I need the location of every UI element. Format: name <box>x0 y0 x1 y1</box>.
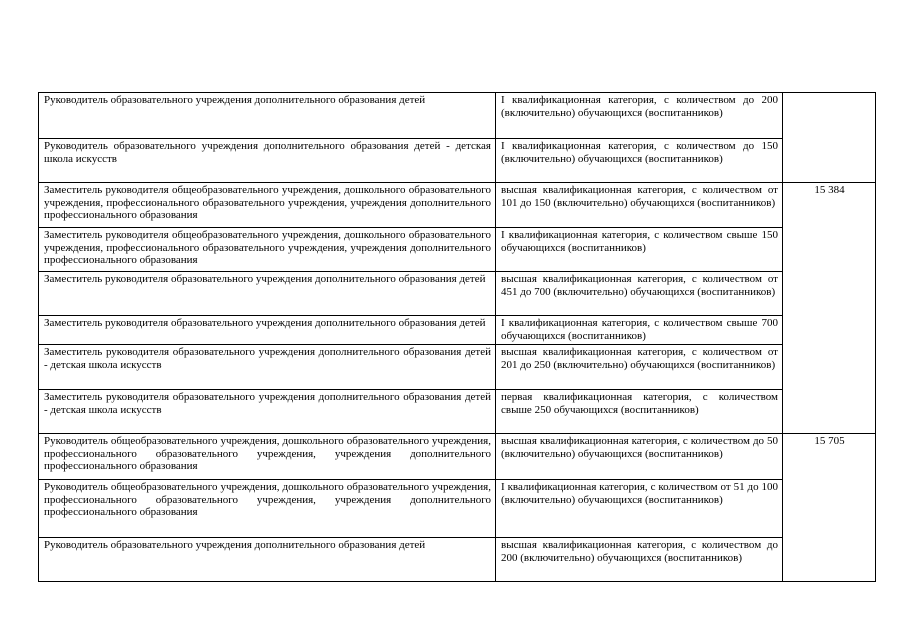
position-cell: Заместитель руководителя общеобразовательного учреждения, дошкольного образовательного учреждения, профессионального образовательного учреждения, учреждения дополнительного профессионального образования <box>39 228 496 272</box>
salary-table <box>38 92 876 582</box>
category-cell: I квалификационная категория, с количеством от 51 до 100 (включительно) обучающихся (воспитанников) <box>496 480 783 538</box>
category-cell: I квалификационная категория, с количеством свыше 150 обучающихся (воспитанников) <box>496 228 783 272</box>
position-cell: Руководитель общеобразовательного учреждения, дошкольного образовательного учреждения, профессионального образовательного учреждения, учреждения дополнительного профессионального образования <box>39 480 496 538</box>
category-cell: высшая квалификационная категория, с количеством от 451 до 700 (включительно) обучающихся (воспитанников) <box>496 272 783 316</box>
table-row <box>39 139 876 183</box>
position-cell: Руководитель образовательного учреждения дополнительного образования детей <box>39 538 496 582</box>
table-row <box>39 93 876 139</box>
category-cell: высшая квалификационная категория, с количеством от 201 до 250 (включительно) обучающихся (воспитанников) <box>496 345 783 390</box>
position-cell: Руководитель общеобразовательного учреждения, дошкольного образовательного учреждения, профессионального образовательного учреждения, учреждения дополнительного профессионального образования <box>39 434 496 480</box>
table-row <box>39 228 876 272</box>
position-cell: Руководитель образовательного учреждения дополнительного образования детей - детская школа искусств <box>39 139 496 183</box>
amount-cell: 15 705 <box>783 434 876 582</box>
position-cell: Руководитель образовательного учреждения дополнительного образования детей <box>39 93 496 139</box>
amount-cell: 15 384 <box>783 183 876 434</box>
table-row <box>39 390 876 434</box>
category-cell: высшая квалификационная категория, с количеством до 50 (включительно) обучающихся (воспитанников) <box>496 434 783 480</box>
category-cell: I квалификационная категория, с количеством до 150 (включительно) обучающихся (воспитанников) <box>496 139 783 183</box>
category-cell: высшая квалификационная категория, с количеством до 200 (включительно) обучающихся (воспитанников) <box>496 538 783 582</box>
position-cell: Заместитель руководителя образовательного учреждения дополнительного образования детей - детская школа искусств <box>39 345 496 390</box>
table-row <box>39 480 876 538</box>
table-row <box>39 272 876 316</box>
category-cell: первая квалификационная категория, с количеством свыше 250 обучающихся (воспитанников) <box>496 390 783 434</box>
position-cell: Заместитель руководителя общеобразовательного учреждения, дошкольного образовательного учреждения, профессионального образовательного учреждения, учреждения дополнительного профессионального образования <box>39 183 496 228</box>
amount-cell-empty <box>783 93 876 183</box>
table-row <box>39 345 876 390</box>
category-cell: I квалификационная категория, с количеством до 200 (включительно) обучающихся (воспитанников) <box>496 93 783 139</box>
table-row <box>39 434 876 480</box>
position-cell: Заместитель руководителя образовательного учреждения дополнительного образования детей <box>39 272 496 316</box>
table-row <box>39 538 876 582</box>
position-cell: Заместитель руководителя образовательного учреждения дополнительного образования детей - детская школа искусств <box>39 390 496 434</box>
category-cell: высшая квалификационная категория, с количеством от 101 до 150 (включительно) обучающихся (воспитанников) <box>496 183 783 228</box>
table-row <box>39 183 876 228</box>
category-cell: I квалификационная категория, с количеством свыше 700 обучающихся (воспитанников) <box>496 316 783 345</box>
table-row <box>39 316 876 345</box>
position-cell: Заместитель руководителя образовательного учреждения дополнительного образования детей <box>39 316 496 345</box>
